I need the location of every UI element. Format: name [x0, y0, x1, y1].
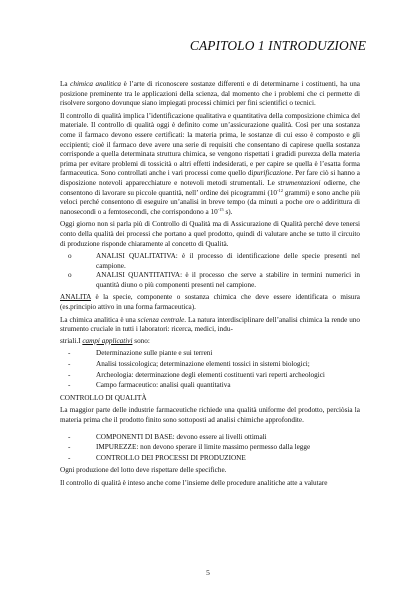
list-item: - Campo farmaceutico: analisi quali quantitativa [60, 381, 360, 391]
list-item: - Analisi tossicologica; determinazione elementi tossici in sistemi biologici; [60, 360, 360, 370]
list-item: - COMPONENTI DI BASE: devono essere ai livelli ottimali [60, 433, 360, 443]
term-purificazione: purificazione [253, 169, 292, 178]
paragraph-lot-specs: Ogni produzione del lotto deve rispettare delle specifiche. [60, 466, 227, 475]
application-fields-list [60, 349, 360, 390]
page-number: 5 [206, 568, 210, 577]
paragraph-application-fields: striali.I campi applicativi sono: [60, 336, 150, 345]
chapter-title: CAPITOLO 1 INTRODUZIONE [189, 38, 367, 53]
paragraph-pharma-industry: La maggior parte delle industrie farmaceutiche richiede una qualità uniforme del prodotto, perciòsia la materia prima che il prodotto finito sono sottoposti ad analisi chimiche approfondite. [60, 406, 360, 424]
term-scienza-centrale: scienza centrale [137, 315, 185, 324]
term-chimica-analitica: chimica analitica [70, 80, 122, 88]
term-strumentazioni: strumentazioni [277, 178, 321, 187]
exponent-femtoseconds: -15 [217, 206, 224, 212]
analysis-types-list [60, 252, 360, 290]
paragraph-quality-assurance: Oggi giorno non si parla più di Controllo di Qualità ma di Assicurazione di Qualità perché deve tenersi conto della qualità dei processi che portano a quel prodotto, quindi di valutare anche se tutto il circuito di produzione risponde chiaramente al concetto di Qualità. [60, 220, 360, 248]
list-item: - IMPUREZZE: non devono sperare il limite massimo permesso dalla legge [60, 443, 360, 453]
term-campi-applicativi: campi applicativi [82, 336, 133, 345]
paragraph-procedures: Il controllo di qualità è inteso anche come l’insieme delle procedure analitiche atte a valutare [60, 478, 328, 487]
paragraph-analita: ANALITA è la specie, componente o sostanza chimica che deve essere identificata o misura (es.principio attivo in una forma farmaceutica). [60, 293, 360, 312]
list-item: - Determinazione sulle piante e sui terreni [60, 349, 360, 359]
list-item: o ANALISI QUALITATIVA: è il processo di identificazione delle specie presenti nel campione. [60, 252, 360, 271]
paragraph-intro: La chimica analitica è l’arte di riconoscere sostanze differenti e di determinarne i costituenti, ha una posizione preminente tra le applicazioni della scienza, dal momento che i problemi che ci permette di risolvere sorgono dovunque siano impiegati processi chimici per fini scientifici o tecnici. [60, 80, 360, 108]
quality-requirements-list [60, 433, 360, 464]
paragraph-central-science: La chimica analitica è una scienza centrale. La natura interdisciplinare dell’analisi chimica la rende uno strumento cruciale in tutti i laboratori: ricerca, medici, indu- [60, 315, 360, 334]
paragraph-quality-control: Il controllo di qualità implica l’identificazione qualitativa e quantitativa della composizione chimica del materiale. Il controllo di qualità oggi è definito come un’assicurazione qualità. Così per una sostanza come il farmaco devono essere certificati: la materia prima, le sostanze di cui esso è composto e gli eccipienti; cioè il farmaco deve avere una serie di requisiti che consentano di capirese quella sostanza corrisponde a quella determinata struttura chimica, se vengono rispettati i gradidi purezza della materia prima per evitare problemi di tossicità o altri effetti indesiderati, e per capire se quella è l’esatta forma farmaceutica. Sono controllati anche i vari processi come quello dipurificazione. Per fare ciò si hanno a disposizione notevoli apparecchiature e notevoli metodi strumentali. Le strumentazioni odierne, che consentono di lavorare su piccole quantità, nell’ ordine dei picogrammi ($10^{-12}$ grammi) e sono anche più veloci perché consentono di eseguire un’analisi in breve tempo (da minuti a poche ore o addirittura di nanosecondi o a femtosecondi, che corrispondono a $10^{-15}$ s). [60, 111, 360, 216]
list-item: - CONTROLLO DEI PROCESSI DI PRODUZIONE [60, 454, 360, 464]
body-text [60, 80, 360, 492]
section-heading-quality-control: CONTROLLO DI QUALITÀ [60, 393, 147, 402]
exponent-picograms: -12 [277, 187, 284, 193]
list-item: o ANALISI QUANTITATIVA: è il processo che serve a stabilire in termini numerici in quantità diuno o più componenti presenti nel campione. [60, 271, 360, 290]
term-analita: ANALITA [60, 293, 91, 302]
list-item: - Archeologia: determinazione degli elementi costituenti vari reperti archeologici [60, 371, 360, 381]
